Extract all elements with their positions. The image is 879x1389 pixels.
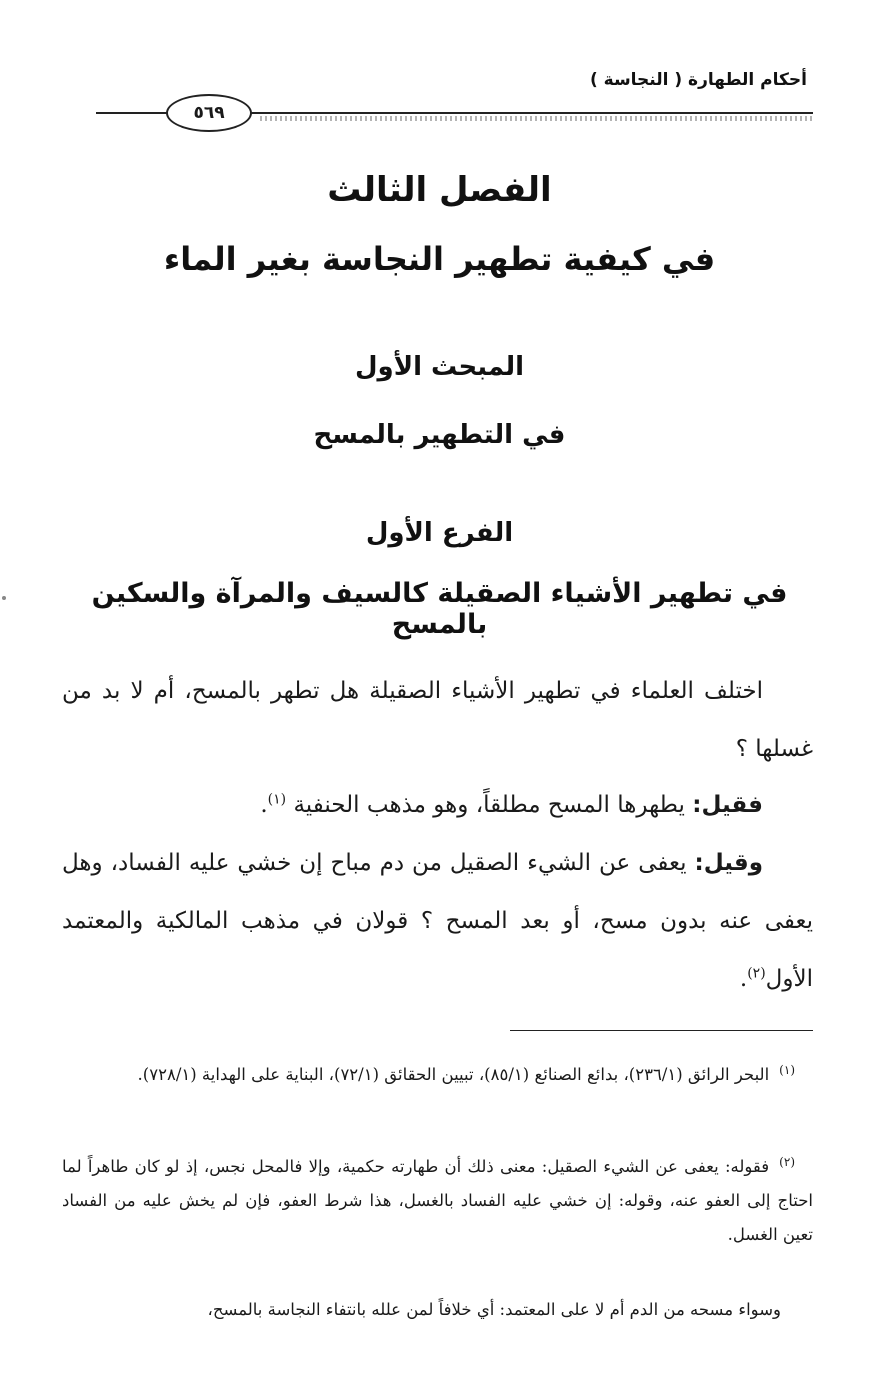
footnote-1 (62, 1058, 813, 1092)
paragraph-end: . (260, 792, 268, 818)
footnote-text: البحر الرائق (٢٣٦/١)، بدائع الصنائع (٨٥/١)، تبيين الحقائق (٧٢/١)، البناية على الهداية (٧٢٨/١). (137, 1065, 770, 1084)
body-paragraph-3 (62, 834, 813, 1008)
section-subtitle: في التطهير بالمسح (313, 420, 566, 450)
branch-subtitle: في تطهير الأشياء الصقيلة كالسيف والمرآة والسكين بالمسح (91, 578, 788, 640)
paragraph-text: يطهرها المسح مطلقاً، وهو مذهب الحنفية (286, 792, 693, 818)
body-paragraph-1: اختلف العلماء في تطهير الأشياء الصقيلة هل تطهر بالمسح، أم لا بد من غسلها ؟ (62, 678, 813, 762)
body-paragraph-2 (62, 776, 813, 834)
paragraph-end: . (739, 966, 748, 992)
footnote-reference: (١) (267, 791, 287, 808)
paragraph-lead-word: فقيل: (692, 792, 763, 818)
page-number: ٥٦٩ (166, 94, 252, 132)
paragraph-lead-word: وقيل: (694, 850, 763, 876)
chapter-title: الفصل الثالث (327, 170, 552, 210)
footnote-2 (62, 1150, 813, 1252)
footnote-2-continuation: وسواء مسحه من الدم أم لا على المعتمد: أي خلافاً لمن علله بانتفاء النجاسة بالمسح، (207, 1300, 781, 1319)
footnote-text: فقوله: يعفى عن الشيء الصقيل: معنى ذلك أن طهارته حكمية، وإلا فالمحل نجس، إذ لو كان طاهراً لما احتاج إلى العفو عنه، وقوله: إن خشي عليه الفساد بالغسل، هذا شرط العفو، فإن لم يخش عليه من الفساد تعين الغسل. (62, 1157, 813, 1244)
branch-title: الفرع الأول (365, 518, 514, 548)
footnote-mark: (١) (779, 1062, 795, 1077)
footnote-reference: (٢) (747, 965, 766, 982)
running-title: أحكام الطهارة ( النجاسة ) (589, 70, 807, 90)
chapter-subtitle: في كيفية تطهير النجاسة بغير الماء (163, 240, 716, 278)
margin-speck (2, 596, 6, 600)
paragraph-text: يعفى عن الشيء الصقيل من دم مباح إن خشي عليه الفساد، وهل يعفى عنه بدون مسح، أو بعد المسح ؟ قولان في مذهب المالكية والمعتمد الأول (62, 850, 813, 992)
header-rule-texture (260, 116, 813, 121)
section-title: المبحث الأول (354, 352, 525, 382)
footnote-mark: (٢) (779, 1154, 795, 1169)
footnote-rule (510, 1030, 813, 1031)
